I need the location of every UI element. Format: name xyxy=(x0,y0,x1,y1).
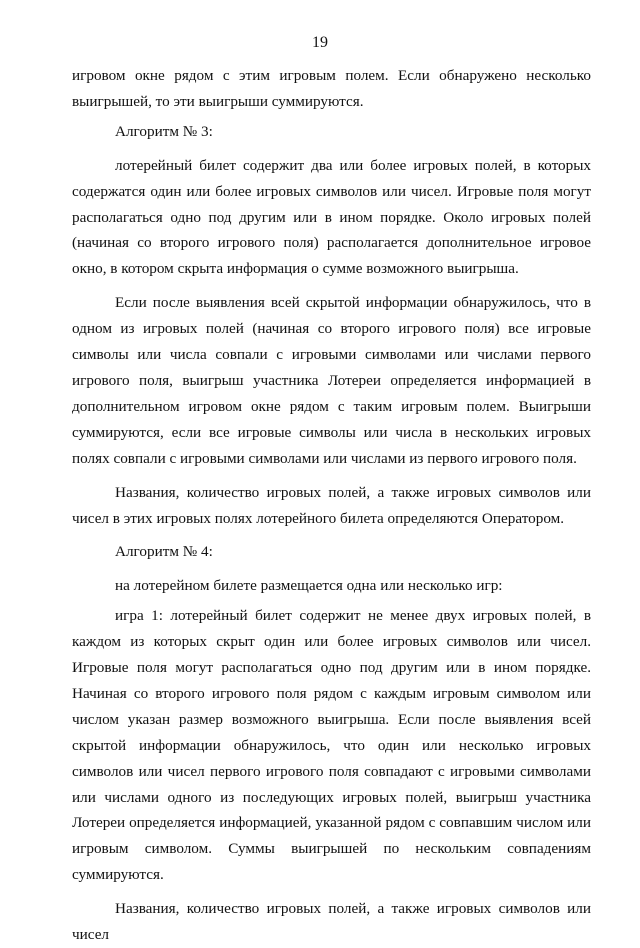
algorithm-4-heading: Алгоритм № 4: xyxy=(115,543,213,561)
algorithm-3-heading: Алгоритм № 3: xyxy=(115,122,213,140)
paragraph-algorithm-4-intro: на лотерейном билете размещается одна или несколько игр: xyxy=(115,577,503,595)
paragraph-algorithm-3-description: лотерейный билет содержит два или более игровых полей, в которых содержатся один или более игровых символов или чисел. Игровые поля могут располагаться одно под другим или в ином порядке. Около игровых полей (начиная со второго игрового поля) располагается дополнительное игровое окно, в котором скрыта информация о сумме возможного выигрыша. xyxy=(72,156,591,278)
paragraph-algorithm-3-operator: Названия, количество игровых полей, а также игровых символов или чисел в этих игровых полях лотерейного билета определяются Оператором. xyxy=(72,483,591,527)
paragraph-game-1-operator: Названия, количество игровых полей, а также игровых символов или чисел xyxy=(72,900,591,944)
paragraph-algorithm-3-winning-rule: Если после выявления всей скрытой информации обнаружилось, что в одном из игровых полей (начиная со второго игрового поля) все игровые символы или числа совпали с игровыми символами или числами первого игрового поля, выигрыш участника Лотереи определяется информацией в дополнительном игровом окне рядом с таким игровым полем. Выигрыши суммируются, если все игровые символы или числа в нескольких игровых полях совпали с игровыми символами или числами из первого игрового поля. xyxy=(72,294,591,467)
document-body xyxy=(72,63,591,948)
paragraph-continuation: игровом окне рядом с этим игровым полем. Если обнаружено несколько выигрышей, то эти выигрыши суммируются. xyxy=(72,67,591,110)
page-number: 19 xyxy=(312,34,328,51)
paragraph-game-1-description: игра 1: лотерейный билет содержит не менее двух игровых полей, в каждом из которых скрыт один или более игровых символов или чисел. Игровые поля могут располагаться одно под другим или в ином порядке. Начиная со второго игрового поля рядом с каждым игровым символом или числом указан размер возможного выигрыша. Если после выявления всей скрытой информации обнаружилось, что один или несколько игровых символов или чисел первого игрового поля совпадают с игровыми символами или числами одного из последующих игровых полей, выигрыш участника Лотереи определяется информацией, указанной рядом с совпавшим числом или игровым символом. Суммы выигрышей по нескольким совпадениям суммируются. xyxy=(72,607,591,884)
